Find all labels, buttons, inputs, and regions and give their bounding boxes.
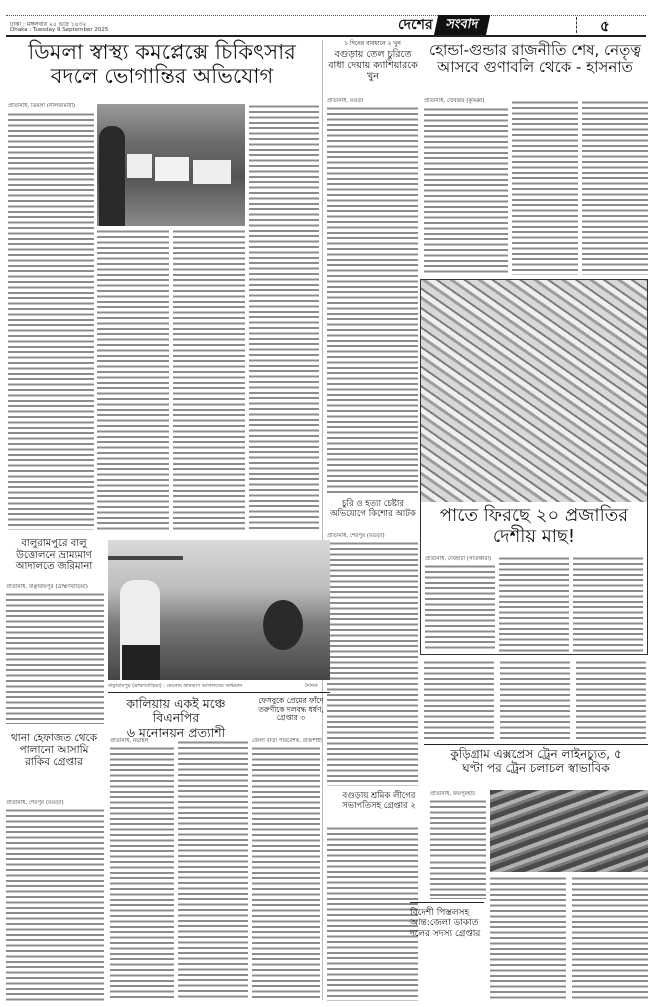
hasnat-headline-line2: আসবে গুণাবলি থেকে - হাসনাত [437, 58, 633, 77]
machinery [263, 600, 303, 650]
rakib-headline: থানা হেফাজত থেকে পালানো আসামি রাকিব গ্রেপ্তার [10, 732, 98, 769]
teen-arrest-headline: চুরি ও হত্যা চেষ্টার অভিযোগে কিশোর আটক [330, 499, 416, 519]
river-dredger-photo [108, 540, 330, 680]
kurigram-top-rule [424, 744, 648, 745]
kurigram-headline-line1: কুড়িগ্রাম এক্সপ্রেস ট্রেন লাইনচ্যুত, ৫ [450, 747, 622, 761]
dimla-body-col1 [8, 112, 94, 530]
kurigram-headline [424, 748, 648, 776]
kalia-headline [102, 697, 250, 740]
person-figure [99, 126, 125, 226]
placard [193, 160, 231, 184]
page-number: ৫ [600, 17, 610, 35]
kurigram-byline: প্রতিনিধি, জয়পুরহাট [430, 791, 476, 797]
kurigram-body-col2 [490, 876, 566, 1001]
bogura-murder-kicker: ১ দিনের ব্যবধানে ২ খুন [344, 40, 401, 47]
date-en: Dhaka : Tuesday 9 September 2025 [10, 27, 109, 33]
dimla-protest-photo [97, 104, 245, 226]
teen-arrest-body [327, 541, 418, 786]
section-title-part2: সংবাদ [433, 15, 489, 36]
facebook-byline: জেলা বার্তা পরিবেশক, রাজশাহী [252, 738, 322, 744]
photo-credit: দৈনিক [305, 683, 318, 689]
pistol-headline: বিদেশী পিস্তলসহ আন্ত:জেলা ডাকাত দলের সদস্য গ্রেপ্তার [410, 908, 481, 939]
kalia-headline-line1: কালিয়ায় একই মঞ্চে বিএনপির [126, 696, 226, 726]
dimla-headline-line1: ডিমলা স্বাস্থ্য কমপ্লেক্সে চিকিৎসার [28, 40, 296, 64]
fish-headline-line2: দেশীয় মাছ! [492, 525, 576, 547]
pistol-top-rule [410, 902, 484, 903]
fish-headline-line1: পাতে ফিরছে ২০ প্রজাতির [439, 505, 629, 526]
person-figure [122, 645, 160, 680]
placard [155, 157, 189, 181]
rakib-byline: প্রতিনিধি, শেরপুর (বগুড়া) [6, 800, 64, 806]
hasnat-headline-line1: হোন্ডা-গুন্ডার রাজনীতি শেষ, নেতৃত্ব [428, 41, 641, 59]
dimla-byline: প্রতিনিধি, ডিমলা (নীলফামারী) [8, 103, 76, 109]
facebook-headline: ফেসবুকে প্রেমের ফাঁদে তরুণীকে দলবদ্ধ ধর্ষণ, গ্রেপ্তার ৩ [258, 696, 324, 723]
kalia-body-col2 [178, 740, 248, 1001]
kurigram-headline-line2: ঘণ্টা পর ট্রেন চলাচল স্বাভাবিক [462, 760, 610, 775]
fish-body-col1 [425, 564, 495, 652]
header-rule [6, 35, 646, 37]
photo-caption: বাঞ্ছারামপুর (ব্রাহ্মণবাড়িয়া) : মেঘনায় ভ্রাম্যমাণ আদালতের অভিযান [108, 683, 243, 689]
sromik-league-body [327, 826, 418, 1001]
date-bn: ঢাকা : মঙ্গলবার ২৫ ভাদ্র ১৪৩২ [10, 21, 87, 28]
bogura-murder-body [327, 106, 418, 494]
header-divider [576, 17, 577, 33]
teen-arrest-byline: প্রতিনিধি, শেরপুর (বগুড়া) [327, 533, 385, 539]
section-title-part1: দেশের [398, 17, 433, 33]
column-divider [322, 40, 323, 1000]
sand-headline: বালুরামপুরে বালু উত্তোলনে ভ্রাম্যমাণ আদালতে জরিমানা [15, 538, 93, 572]
dimla-body-col4 [249, 104, 319, 530]
bogura-murder-byline: প্রতিনিধি, বগুড়া [327, 98, 364, 104]
facebook-body [252, 746, 320, 1001]
dimla-body-col3 [173, 229, 245, 530]
dimla-body-col2 [97, 229, 169, 530]
kalia-body-col1 [110, 746, 174, 1001]
rakib-body [6, 808, 104, 1001]
kurigram-body-col1-cont [430, 860, 486, 898]
caption-rule [108, 692, 330, 693]
hasnat-headline [422, 42, 648, 77]
hasnat-body-col2 [512, 100, 578, 275]
sand-body [6, 592, 104, 724]
pipe [108, 556, 183, 560]
fish-story-box [420, 279, 648, 655]
sand-byline: প্রতিনিধি, বাঞ্ছারামপুর (ব্রাহ্মণবাড়িয়া) [6, 584, 88, 590]
section-masthead [398, 16, 488, 34]
kurigram-body-col3 [572, 876, 648, 1001]
dimla-headline-line2: বদলে ভোগান্তির অভিযোগ [50, 64, 274, 89]
hasnat-byline: প্রতিনিধি, দেবিদ্বার (কুমিল্লা) [424, 98, 485, 104]
fish-body-col2 [499, 556, 569, 652]
fish-continued-col1 [424, 660, 494, 740]
sromik-league-headline: বগুড়ায় শ্রমিক লীগের সভাপতিসহ গ্রেপ্তার ২ [342, 791, 416, 811]
kalia-byline: প্রতিনিধি, নড়াইল [110, 738, 149, 744]
fish-continued-col2 [500, 660, 570, 740]
hasnat-body-col1 [424, 107, 508, 275]
derailed-train-photo [490, 790, 648, 872]
top-dotted-rule [6, 15, 646, 16]
bogura-murder-headline: বগুড়ায় তেল চুরিতে বাধা দেয়ায় ক্যাশিয়ারকে খুন [328, 49, 418, 82]
fish-continued-col3 [576, 660, 646, 740]
fish-photo [421, 280, 647, 502]
dimla-headline [6, 40, 318, 88]
hasnat-body-col3 [582, 100, 648, 275]
placard [127, 154, 152, 178]
fish-body-col3 [573, 556, 643, 652]
kalia-headline-line2: ৬ মনোনয়ন প্রত্যাশী [126, 724, 226, 740]
fish-byline: প্রতিনিধি, দেবহাটা (সাতক্ষীরা) [425, 556, 492, 562]
fish-headline [421, 506, 647, 547]
